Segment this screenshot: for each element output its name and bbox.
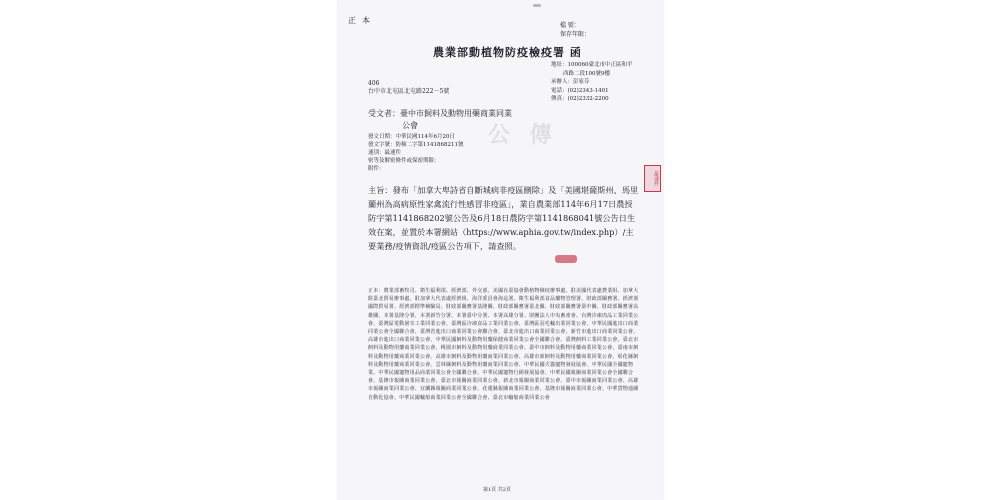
urgent-stamp: 最速件: [644, 165, 661, 192]
attachment: 附件：: [368, 166, 385, 172]
issue-meta: [368, 133, 464, 173]
agency-address-line: 西路二段100號9樓: [563, 70, 610, 77]
subject-paragraph: 主旨：發布「加拿大卑詩省自斷城病非疫區刪除」及「美國堪薩斯州、馬里蘭州為高病原性家禽流行性感冒非疫區」，業自農業部114年6月17日農授防字第1141868202號公告及6月18日農防字第1141868041號公告日生效在案，並置於本署網站（https://www.aphia.gov.tw/index.php）/主要業務/疫情資訊/疫區公告項下，請查照。: [368, 185, 639, 251]
seal-mark: [555, 255, 577, 263]
cc-list: 正本：農業部畜牧司、衛生福利部、經濟部、外交部、美國在臺協會動植物檢疫辦事處、駐美國代表處農業組、加拿大駐臺北貿易辦事處、駐加拿大代表處經濟組、海洋委員會海巡署、衛生福利部食品藥物管理署、財政部關務署、經濟部國際貿易署、經濟部標準檢驗局、財政部關務署基隆關、財政部關務署臺北關、財政部關務署臺中關、財政部關務署高雄關、本署基隆分署、本署新竹分署、本署臺中分署、本署高雄分署、財團法人中央畜產會、台灣冷凍肉品工業同業公會、臺灣區電動屠宰工業同業公會、臺灣區冷凍食品工業同業公會、臺灣區羽毛輸出業同業公會、中華民國進出口商業同業公會全國聯合會、臺灣省進出口商業同業公會聯合會、臺北市進出口商業同業公會、新竹市進出口商業同業公會、高雄市進出口商業同業公會、中華民國飼料及動物用藥保健商業同業公會全國聯合會、臺灣飼料工業同業公會、臺北市飼料及動物用藥商業同業公會、桃園市飼料及動物用藥商業同業公會、臺中市飼料及動物用藥商業同業公會、臺南市飼料及動物用藥商業同業公會、高雄市飼料及動物用藥商業同業公會、高雄市新飼料及動物用藥商業同業公會、彰化縣飼料及動物用藥商業同業公會、雲林縣飼料及動物用藥商業同業公會、中華民國犬貓寵物發展協會、中華民國全國寵物業、中華民國寵物用品商業同業公會全國聯合會、中華民國寵物行銷發展協會、中華民國報關商業同業公會全國聯合會、基隆市報關商業同業公會、臺北市報關商業同業公會、新北市報關商業同業公會、臺中市報關商業同業公會、高雄市報關商業同業公會、宜蘭縣報關商業同業公會、花蓮縣報關商業同業公會、基隆市報關商業同業公會、中華貨物通關自動化協會、中華民國輸船商業同業公會全國聯合會、臺北市輸船商業同業公會: [368, 288, 639, 401]
agency-address-line: 地址：100060臺北市中正區和平: [551, 62, 633, 68]
recipient-address: 台中市北屯區北屯路222－5號: [368, 88, 450, 95]
postal-block: [368, 80, 449, 96]
speed-level: 速別：最速件: [368, 150, 402, 156]
issue-number: 發文字號：防檢二字第1141868211號: [368, 142, 464, 148]
staple-mark: [533, 4, 541, 7]
fax-number: 傳真：(02)2332-2200: [551, 96, 609, 102]
file-no-label: 檔 號：: [560, 22, 580, 29]
page-number: 第1頁 共2頁: [483, 487, 511, 493]
contact-person: 承辦人：彭家芬: [551, 79, 590, 85]
postal-code: 406: [368, 80, 380, 87]
bleed-through-text: 公 傳: [488, 122, 558, 148]
document-title: 農業部動植物防疫檢疫署 函: [433, 46, 582, 59]
retention-label: 保存年限：: [560, 31, 591, 38]
recipient-block: [368, 108, 512, 132]
recipient-line: 受文者：臺中市飼料及動物用藥商業同業: [368, 109, 512, 118]
security-level: 密等及解密條件或保密期限：: [368, 158, 440, 164]
document-page: [338, 0, 663, 500]
phone-number: 電話：(02)2343-1401: [551, 87, 609, 94]
recipient-line: 公會: [402, 121, 418, 130]
copy-marker: 正本: [348, 16, 376, 25]
agency-contact-block: [551, 61, 633, 104]
issue-date: 發文日期：中華民國114年6月20日: [368, 134, 455, 140]
